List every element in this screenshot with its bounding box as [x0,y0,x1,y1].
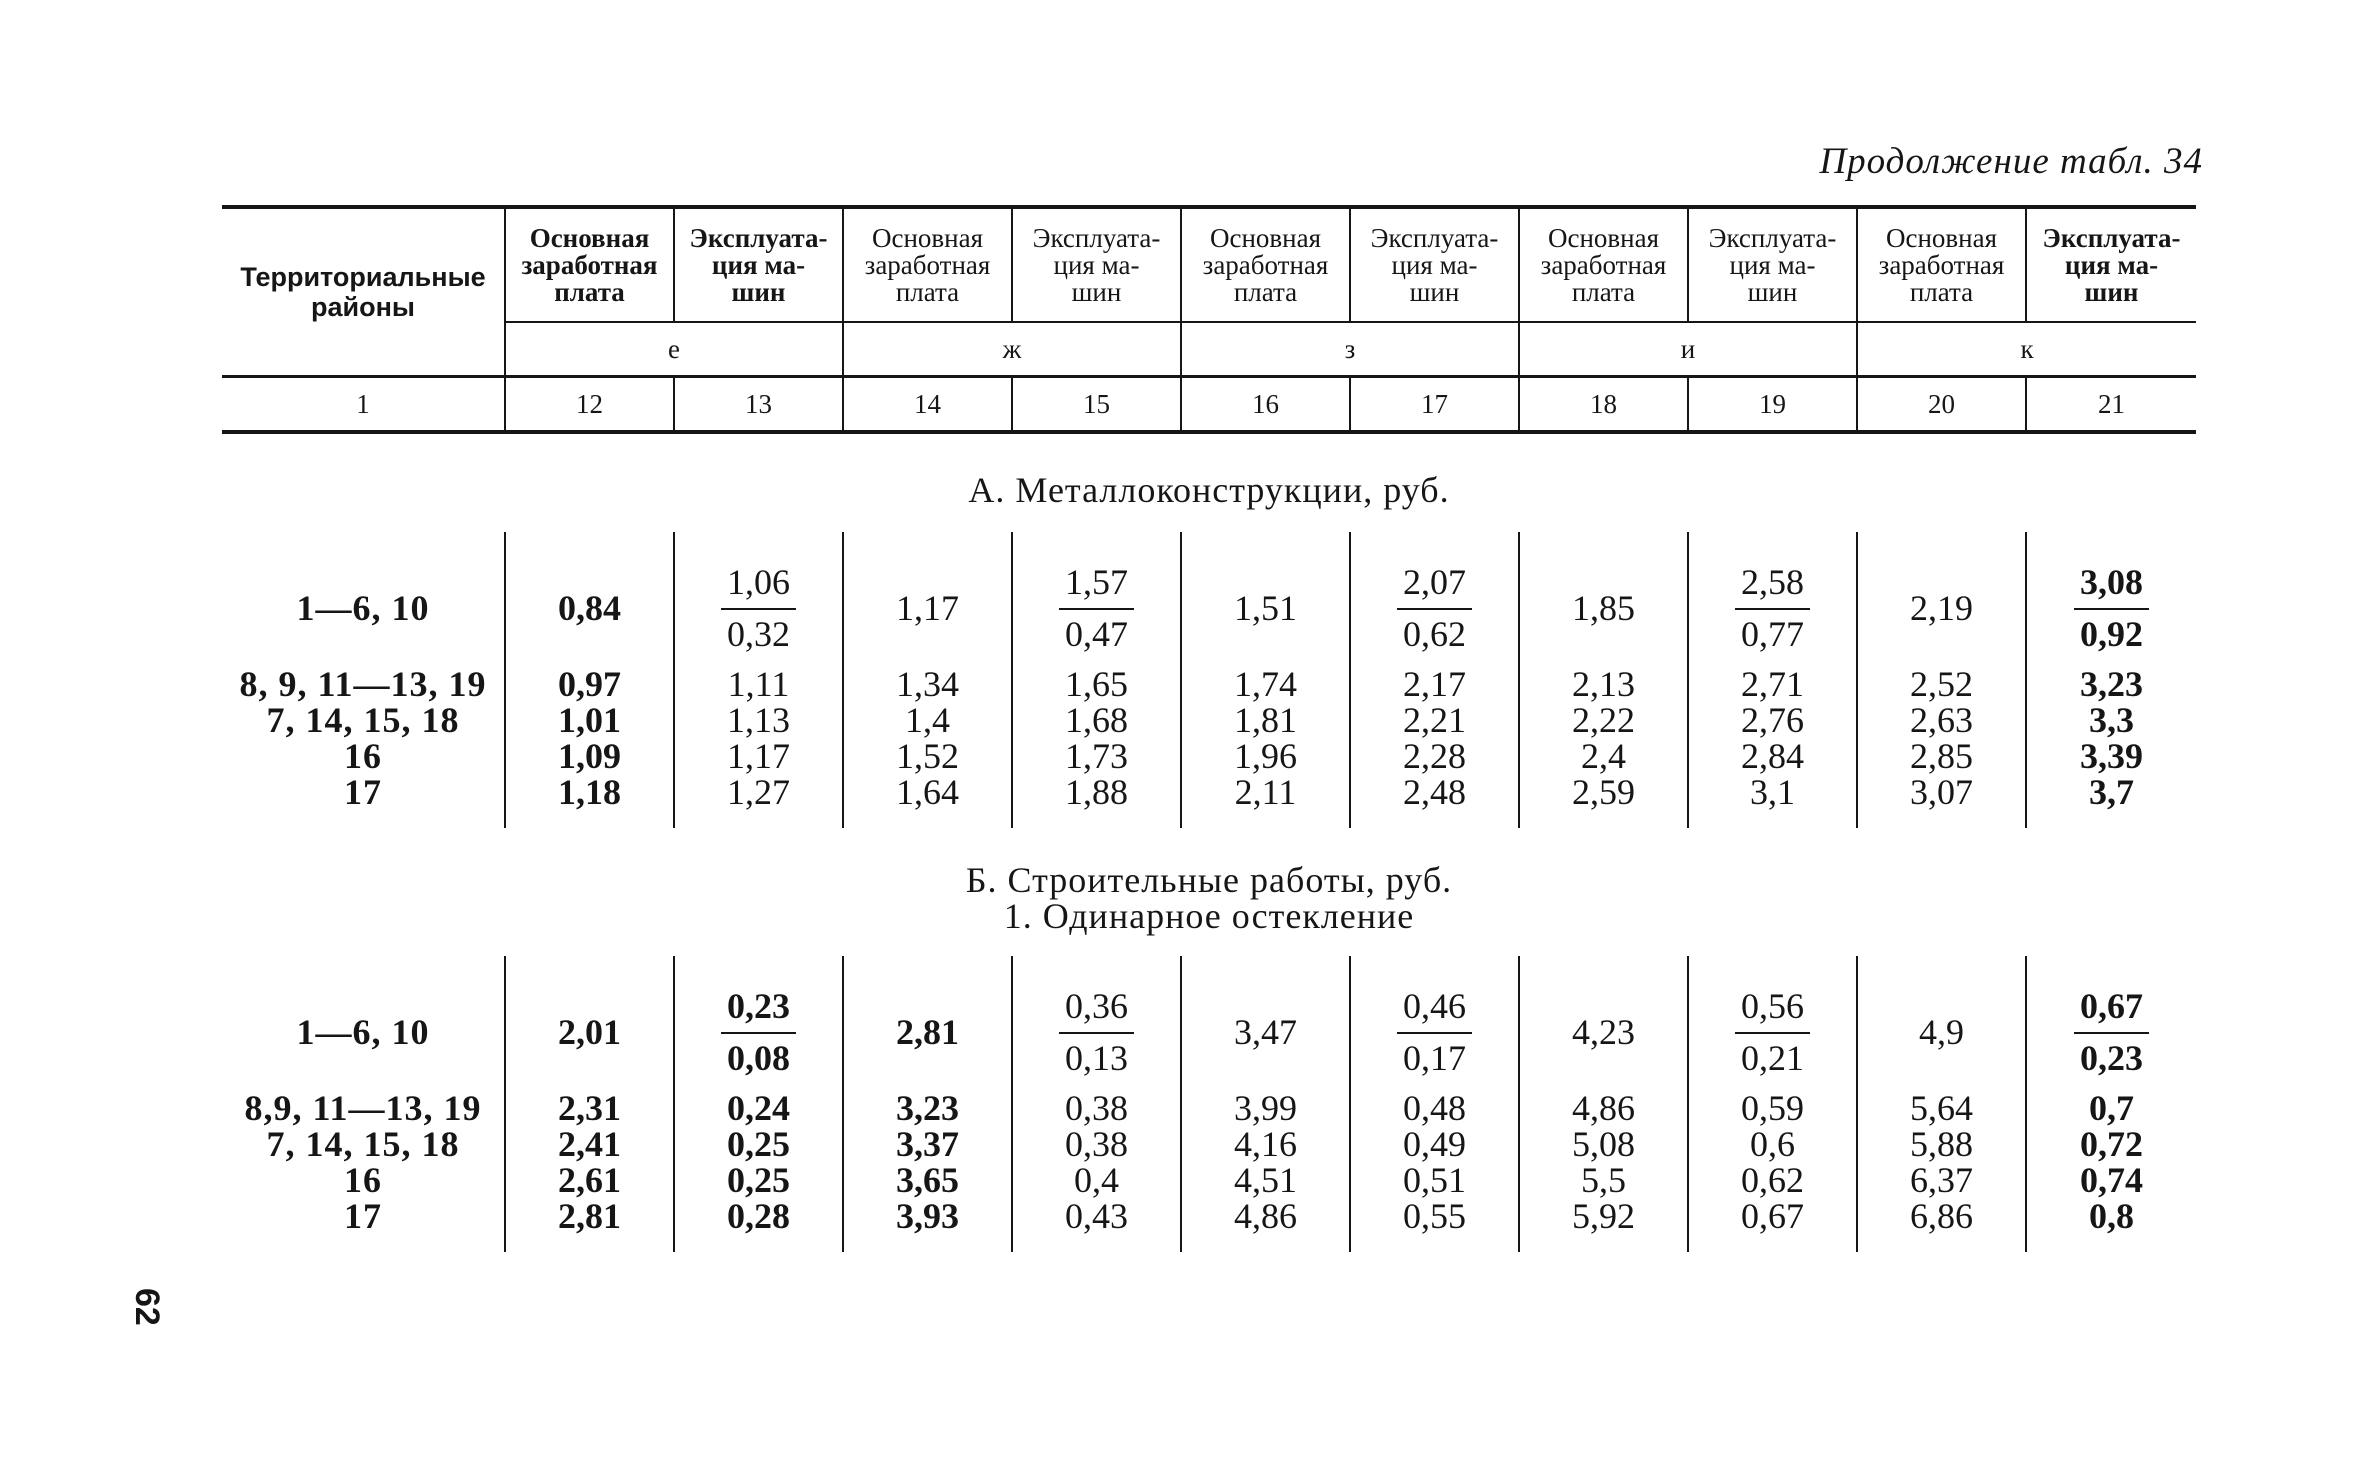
colnum-21: 21 [2026,377,2196,433]
table-cell: 1,52 [843,738,1012,774]
group-e: е [505,322,843,377]
table-cell: 2,13 [1519,666,1688,702]
table-cell: 1,73 [1012,738,1181,774]
table-cell: 0,74 [2026,1162,2196,1198]
table-cell: 0,38 [1012,1090,1181,1126]
header-line: плата [1571,276,1636,307]
table-cell: 1,27 [674,774,843,810]
fraction-value: $\frac{0,46}{0,17}$ [1397,988,1472,1076]
row-label: 17 [344,772,382,812]
header-machines-21 [2026,207,2196,322]
table-cell [1350,550,1519,666]
table-cell: 2,52 [1857,666,2026,702]
table-cell: 1,96 [1181,738,1350,774]
colnum-16: 16 [1181,377,1350,433]
header-wage-20 [1857,207,2026,322]
row-label: 7, 14, 15, 18 [266,1124,460,1164]
header-line: Эксплуата- [1032,222,1161,253]
table-row [222,1162,2196,1198]
row-label: 16 [344,736,382,776]
table-cell: 2,22 [1519,702,1688,738]
header-machines-15 [1012,207,1181,322]
table-cell: 1,65 [1012,666,1181,702]
header-line: Основная [1885,222,1998,253]
header-line: Эксплуата- [689,222,828,253]
section-a-table [222,532,2196,828]
header-line: заработная [1878,249,2005,280]
table-cell: 0,38 [1012,1126,1181,1162]
header-line: заработная [1540,249,1667,280]
table-cell: 2,21 [1350,702,1519,738]
table-cell: 0,4 [1012,1162,1181,1198]
table-sheet [222,205,2196,1252]
row-label: 7, 14, 15, 18 [266,700,460,740]
table-cell: 1,81 [1181,702,1350,738]
table-cell: 5,64 [1857,1090,2026,1126]
group-z: з [1181,322,1519,377]
table-cell: 2,63 [1857,702,2026,738]
table-cell: 1,18 [505,774,674,810]
colnum-19: 19 [1688,377,1857,433]
table-cell: 1,4 [843,702,1012,738]
header-line: Эксплуата- [1370,222,1499,253]
table-row [222,550,2196,666]
table-cell [674,550,843,666]
table-cell: 2,31 [505,1090,674,1126]
table-cell: 0,43 [1012,1198,1181,1234]
colnum-14: 14 [843,377,1012,433]
table-cell: 4,51 [1181,1162,1350,1198]
section-b-subtitle: 1. Одинарное остекление [1003,896,1415,936]
table-cell: 0,25 [674,1162,843,1198]
table-cell: 1,74 [1181,666,1350,702]
table-cell: 1,17 [674,738,843,774]
table-cell: 2,81 [843,974,1012,1090]
header-line: ция ма- [711,249,806,280]
table-cell: 0,28 [674,1198,843,1234]
header-wage-14 [843,207,1012,322]
colnum-17: 17 [1350,377,1519,433]
table-row [222,1198,2196,1234]
page-number: 62 [128,1288,166,1326]
table-cell: 4,9 [1857,974,2026,1090]
table-cell: 5,5 [1519,1162,1688,1198]
header-line: заработная [1202,249,1329,280]
header-line: шин [731,276,786,307]
table-cell [674,974,843,1090]
table-cell: 1,64 [843,774,1012,810]
table-cell: 0,55 [1350,1198,1519,1234]
table-cell: 0,59 [1688,1090,1857,1126]
table-cell: 6,86 [1857,1198,2026,1234]
table-cell [1012,974,1181,1090]
table-cell: 3,47 [1181,974,1350,1090]
table-cell: 3,23 [843,1090,1012,1126]
header-line: шин [2084,276,2139,307]
table-cell: 1,11 [674,666,843,702]
table-cell: 2,81 [505,1198,674,1234]
header-line: Основная [1547,222,1660,253]
header-machines-19 [1688,207,1857,322]
section-b-table [222,956,2196,1252]
colnum-18: 18 [1519,377,1688,433]
colnum-12: 12 [505,377,674,433]
header-line: плата [1909,276,1974,307]
group-i: и [1519,322,1857,377]
header-line: ция ма- [1053,249,1140,280]
colnum-15: 15 [1012,377,1181,433]
row-label: 8,9, 11—13, 19 [244,1088,482,1128]
header-line: Основная [1209,222,1322,253]
table-cell: 2,48 [1350,774,1519,810]
table-cell: 3,99 [1181,1090,1350,1126]
fraction-value: $\frac{0,56}{0,21}$ [1735,988,1810,1076]
table-cell: 2,76 [1688,702,1857,738]
colnum-20: 20 [1857,377,2026,433]
header-line: Эксплуата- [1708,222,1837,253]
header-wage-12 [505,207,674,322]
table-cell: 0,49 [1350,1126,1519,1162]
table-cell: 0,6 [1688,1126,1857,1162]
fraction-value: $\frac{0,23}{0,08}$ [721,988,796,1076]
table-cell: 1,34 [843,666,1012,702]
table-cell: 0,72 [2026,1126,2196,1162]
table-cell: 2,85 [1857,738,2026,774]
table-cell: 5,88 [1857,1126,2026,1162]
header-line: Эксплуата- [2042,222,2181,253]
table-row [222,738,2196,774]
header-machines-13 [674,207,843,322]
table-cell: 2,28 [1350,738,1519,774]
row-label: 1—6, 10 [296,1012,430,1052]
row-label: 1—6, 10 [296,588,430,628]
header-line: ция ма- [2064,249,2159,280]
group-k: к [1857,322,2196,377]
table-cell: 4,23 [1519,974,1688,1090]
table-cell: 2,59 [1519,774,1688,810]
table-cell: 0,24 [674,1090,843,1126]
table-row [222,1126,2196,1162]
table-cell: 2,4 [1519,738,1688,774]
header-territory: Территориальные районы [222,207,505,377]
table-cell: 0,62 [1688,1162,1857,1198]
fraction-value: $\frac{2,07}{0,62}$ [1397,564,1472,652]
group-zh: ж [843,322,1181,377]
table-cell [1012,550,1181,666]
row-label: 16 [344,1160,382,1200]
header-line: ция ма- [1391,249,1478,280]
table-cell: 0,25 [674,1126,843,1162]
table-cell: 1,68 [1012,702,1181,738]
header-machines-17 [1350,207,1519,322]
table-cell: 5,08 [1519,1126,1688,1162]
table-cell: 3,23 [2026,666,2196,702]
table-cell [2026,974,2196,1090]
header-line: шин [1747,276,1798,307]
table-cell: 3,1 [1688,774,1857,810]
table-cell: 0,84 [505,550,674,666]
header-line: заработная [864,249,991,280]
table-cell: 1,13 [674,702,843,738]
table-cell: 2,19 [1857,550,2026,666]
table-cell: 1,09 [505,738,674,774]
table-cell: 2,84 [1688,738,1857,774]
row-label: 8, 9, 11—13, 19 [239,664,487,704]
fraction-value: $\frac{2,58}{0,77}$ [1735,564,1810,652]
section-a-title: А. Металлоконструкции, руб. [968,470,1450,510]
table-cell: 1,17 [843,550,1012,666]
colnum-13: 13 [674,377,843,433]
table-cell: 3,37 [843,1126,1012,1162]
header-line: Основная [871,222,984,253]
fraction-value: $\frac{0,36}{0,13}$ [1059,988,1134,1076]
table-row [222,1090,2196,1126]
table-cell: 1,01 [505,702,674,738]
table-cell: 0,97 [505,666,674,702]
table-cell: 2,71 [1688,666,1857,702]
header-line: плата [895,276,960,307]
table-cell: 0,67 [1688,1198,1857,1234]
header-line: плата [554,276,625,307]
header-wage-16 [1181,207,1350,322]
table-row [222,974,2196,1090]
table-cell: 1,88 [1012,774,1181,810]
table-cell: 3,93 [843,1198,1012,1234]
table-cell [1350,974,1519,1090]
table-cell: 4,86 [1181,1198,1350,1234]
fraction-value: $\frac{0,67}{0,23}$ [2074,988,2149,1076]
table-cell: 2,61 [505,1162,674,1198]
section-b-title: Б. Строительные работы, руб. [965,860,1453,900]
table-cell: 1,85 [1519,550,1688,666]
fraction-value: $\frac{3,08}{0,92}$ [2074,564,2149,652]
table-header [222,205,2196,434]
header-line: шин [1071,276,1122,307]
table-cell: 3,39 [2026,738,2196,774]
table-cell [1688,550,1857,666]
table-cell: 2,17 [1350,666,1519,702]
table-cell: 2,01 [505,974,674,1090]
fraction-value: $\frac{1,57}{0,47}$ [1059,564,1134,652]
table-cell: 4,16 [1181,1126,1350,1162]
header-line: шин [1409,276,1460,307]
table-cell: 0,7 [2026,1090,2196,1126]
header-line: плата [1233,276,1298,307]
table-caption: Продолжение табл. 34 [1819,141,2203,182]
table-cell: 0,48 [1350,1090,1519,1126]
table-row [222,702,2196,738]
header-wage-18 [1519,207,1688,322]
table-cell: 2,11 [1181,774,1350,810]
table-cell [1688,974,1857,1090]
row-label: 17 [344,1196,382,1236]
colnum-1: 1 [222,377,505,433]
table-cell: 3,3 [2026,702,2196,738]
table-row [222,666,2196,702]
table-cell: 0,51 [1350,1162,1519,1198]
table-cell: 3,7 [2026,774,2196,810]
table-cell [2026,550,2196,666]
fraction-value: $\frac{1,06}{0,32}$ [721,564,796,652]
table-cell: 4,86 [1519,1090,1688,1126]
table-cell: 3,07 [1857,774,2026,810]
header-line: заработная [521,249,658,280]
table-row [222,774,2196,810]
table-cell: 3,65 [843,1162,1012,1198]
table-cell: 2,41 [505,1126,674,1162]
table-cell: 6,37 [1857,1162,2026,1198]
table-cell: 1,51 [1181,550,1350,666]
header-line: ция ма- [1729,249,1816,280]
table-cell: 5,92 [1519,1198,1688,1234]
table-cell: 0,8 [2026,1198,2196,1234]
header-line: Основная [529,222,650,253]
